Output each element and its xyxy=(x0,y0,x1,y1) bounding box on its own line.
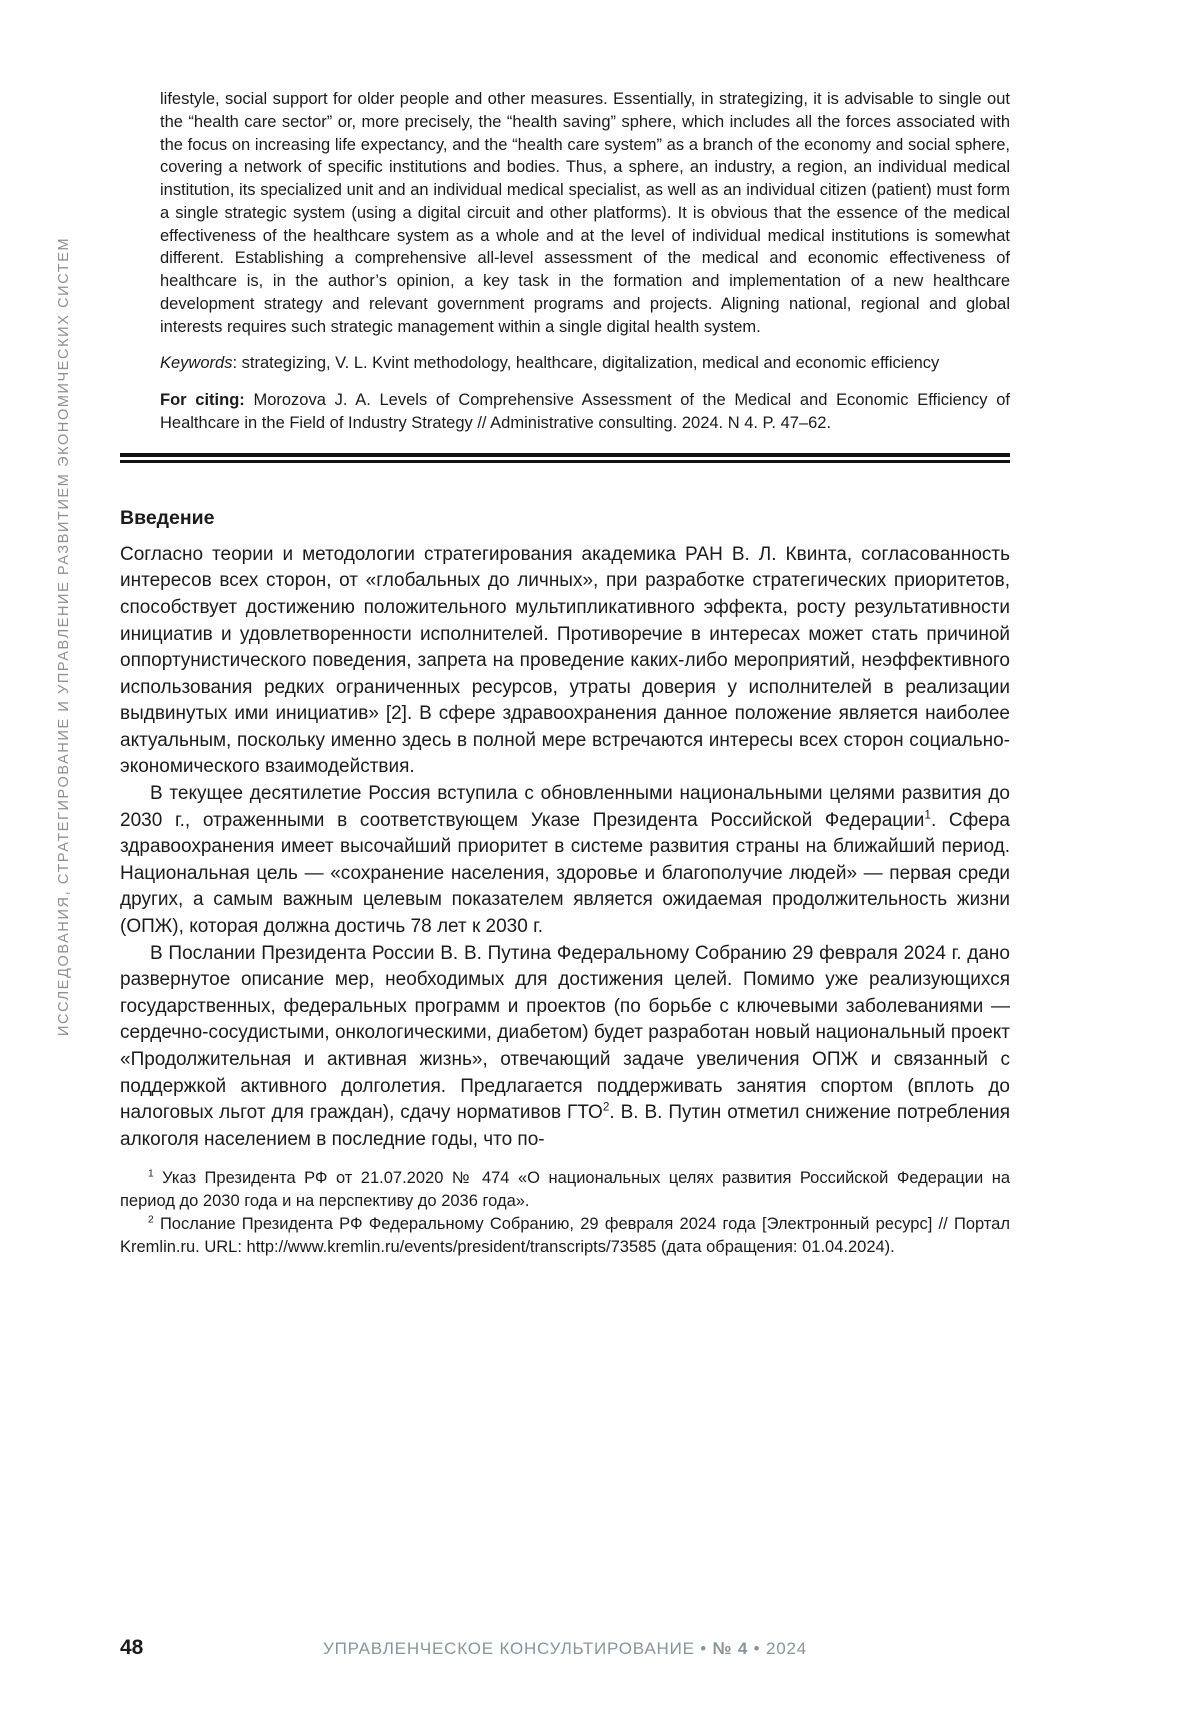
for-citing-label: For citing: xyxy=(160,391,245,410)
footer-separator: • xyxy=(753,1639,761,1658)
intro-paragraph-2 xyxy=(120,781,1010,941)
footnote-ref-1: 1 xyxy=(924,808,931,822)
footnote-1 xyxy=(120,1167,1010,1213)
paragraph-text: Согласно теории и методологии стратегирования академика РАН В. Л. Квинта, согласованность интересов всех сторон, от «глобальных до личных», при разработке стратегических приоритетов, способствует достижению положительного мультипликативного эффекта, росту результативности инициатив и удовлетворенности исполнителей. Противоречие в интересах может стать причиной оппортунистического поведения, запрета на проведение каких-либо мероприятий, неэффективного использования редких ограниченных ресурсов, утраты доверия у исполнителей в реализации выдвинутых ими инициатив» [2]. В сфере здравоохранения данное положение является наиболее актуальным, поскольку именно здесь в полной мере встречаются интересы всех сторон социально-экономического взаимодействия. xyxy=(120,543,1010,778)
paragraph-text: В Послании Президента России В. В. Путина Федеральному Собранию 29 февраля 2024 г. дано развернутое описание мер, необходимых для достижения целей. Помимо уже реализующихся государственных, федеральных программ и проектов (по борьбе с ключевыми заболеваниями — сердечно-сосудистыми, онкологическими, диабетом) будет разработан новый национальный проект «Продолжительная и активная жизнь», отвечающий задаче увеличения ОПЖ и связанный с поддержкой активного долголетия. Предлагается поддерживать занятия спортом (вплоть до налоговых льгот для граждан), сдачу нормативов ГТО xyxy=(120,942,1010,1124)
section-divider xyxy=(120,453,1010,463)
abstract-text: lifestyle, social support for older people and other measures. Essentially, in strategizing, it is advisable to single out the “health care sector” or, more precisely, the “health saving” sphere, which includes all the forces associated with the focus on increasing life expectancy, and the “health care system” as a branch of the economy and social sphere, covering a network of specific institutions and bodies. Thus, a sphere, an industry, a region, an individual medical institution, its specialized unit and an individual medical specialist, as well as an individual citizen (patient) must form a single strategic system (using a digital circuit and other platforms). It is obvious that the essence of the medical effectiveness of the healthcare system as a whole and at the level of individual medical institutions is somewhat different. Establishing a comprehensive all-level assessment of the medical and economic effectiveness of healthcare is, in the author’s opinion, a key task in the formation and implementation of a new healthcare development strategy and relevant government programs and projects. Aligning national, regional and global interests requires such strategic management within a single digital health system. xyxy=(160,90,1010,336)
issue-number: № 4 xyxy=(712,1639,749,1658)
abstract-block xyxy=(160,88,1010,435)
intro-paragraph-1 xyxy=(120,542,1010,781)
footnote-ref-2: 2 xyxy=(602,1100,610,1114)
sidebar-vertical-journal-section-title: ИССЛЕДОВАНИЯ, СТРАТЕГИРОВАНИЕ И УПРАВЛЕНИЕ РАЗВИТИЕМ ЭКОНОМИЧЕСКИХ СИСТЕМ xyxy=(56,236,72,1036)
footnote-2-marker: 2 xyxy=(148,1214,154,1226)
footnote-2-text: Послание Президента РФ Федеральному Собранию, 29 февраля 2024 года [Электронный ресурс] // Портал Kremlin.ru. URL: http://www.kremlin.ru/events/president/transcripts/73585 (дата обращения: 01.04.2024). xyxy=(120,1214,1010,1256)
keywords-text: : strategizing, V. L. Kvint methodology, healthcare, digitalization, medical and economic efficiency xyxy=(232,354,940,373)
issue-year: 2024 xyxy=(765,1639,807,1658)
journal-name: УПРАВЛЕНЧЕСКОЕ КОНСУЛЬТИРОВАНИЕ xyxy=(323,1639,695,1658)
keywords-paragraph xyxy=(160,352,1010,375)
keywords-label: Keywords xyxy=(160,354,233,373)
paragraph-text: В текущее десятилетие Россия вступила с обновленными национальными целями развития до 2030 г., отраженными в соответствующем Указе Президента Российской Федерации xyxy=(120,783,1010,831)
footnotes-block xyxy=(120,1167,1010,1258)
divider-line-top xyxy=(120,453,1010,457)
paragraph-text: . В. В. Путин отметил снижение потребления алкоголя населением в последние годы, что по- xyxy=(120,1102,1011,1150)
paragraph-text: . Сфера здравоохранения имеет высочайший приоритет в системе развития страны на ближайший период. Национальная цель — «сохранение населения, здоровье и благополучие людей» — первая среди других, а самым важным целевым показателем является ожидаемая продолжительность жизни (ОПЖ), которая должна достичь 78 лет к 2030 г. xyxy=(120,809,1010,938)
section-heading-introduction: Введение xyxy=(120,506,215,529)
for-citing-text: Morozova J. A. Levels of Comprehensive Assessment of the Medical and Economic Efficiency of Healthcare in the Field of Industry Strategy // Administrative consulting. 2024. N 4. P. 47–62. xyxy=(160,391,1010,432)
footer-separator: • xyxy=(700,1639,708,1658)
page-number: 48 xyxy=(120,1636,144,1659)
page-footer xyxy=(120,1636,1010,1666)
footnote-2 xyxy=(120,1213,1010,1259)
intro-paragraph-3 xyxy=(120,941,1010,1154)
for-citing-paragraph xyxy=(160,389,1010,435)
footnote-1-marker: 1 xyxy=(148,1168,154,1180)
journal-running-title xyxy=(323,1639,807,1659)
divider-line-bottom xyxy=(120,460,1010,463)
footnote-1-text: Указ Президента РФ от 21.07.2020 № 474 «О национальных целях развития Российской Федерации на период до 2030 года и на перспективу до 2036 года». xyxy=(120,1169,1010,1211)
page-content xyxy=(120,88,1010,1258)
